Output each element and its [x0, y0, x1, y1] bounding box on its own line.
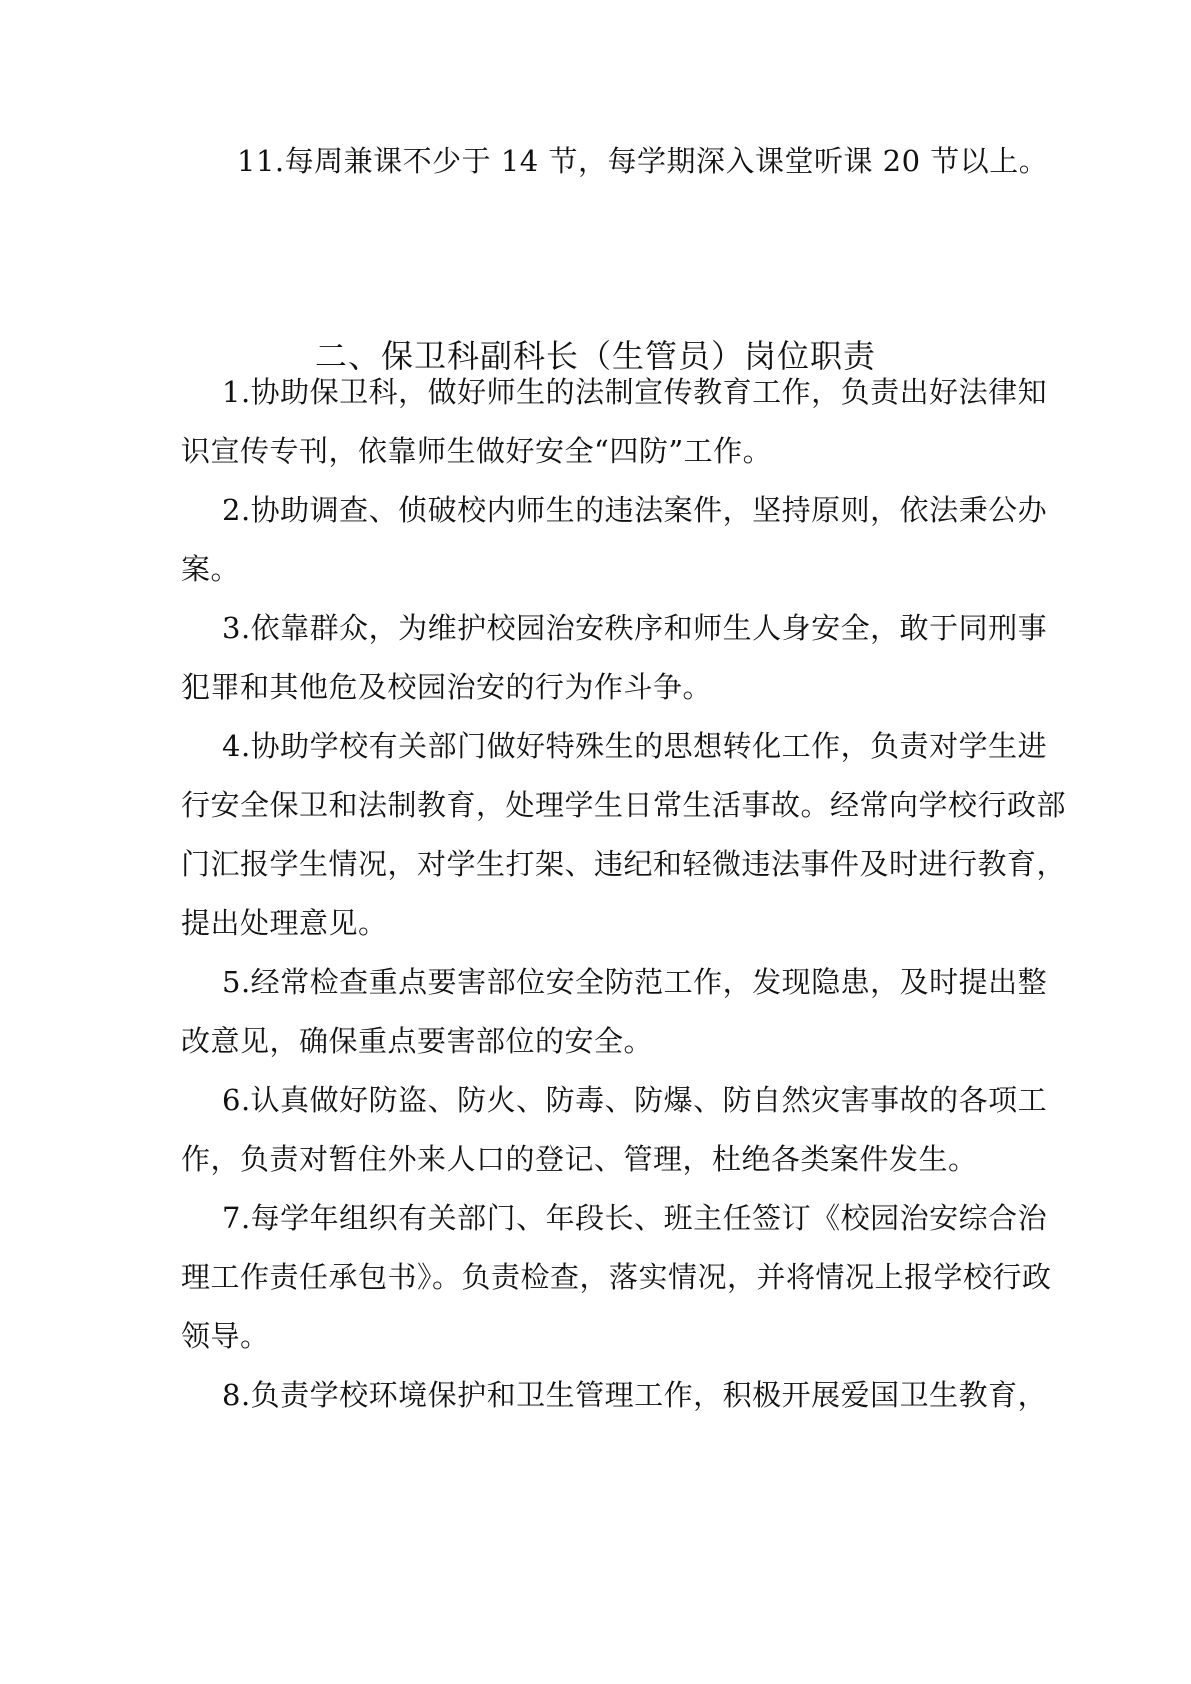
duty-item-line: 提出处理意见。	[181, 906, 388, 940]
duty-item-line: 8.负责学校环境保护和卫生管理工作，积极开展爱国卫生教育，	[222, 1378, 1048, 1412]
duty-item-line: 理工作责任承包书》。负责检查，落实情况，并将情况上报学校行政	[181, 1260, 1052, 1294]
section-heading: 二、保卫科副科长（生管员）岗位职责	[314, 337, 876, 375]
duty-item-line: 6.认真做好防盗、防火、防毒、防爆、防自然灾害事故的各项工	[222, 1083, 1048, 1117]
duty-item-line: 犯罪和其他危及校园治安的行为作斗争。	[181, 670, 713, 704]
duty-item-line: 4.协助学校有关部门做好特殊生的思想转化工作，负责对学生进	[222, 729, 1048, 763]
duty-item-line: 领导。	[181, 1319, 270, 1353]
item-11-line: 11.每周兼课不少于 14 节，每学期深入课堂听课 20 节以上。	[237, 144, 1049, 178]
duty-item-line: 识宣传专刊，依靠师生做好安全“四防”工作。	[181, 434, 773, 468]
duty-item-line: 行安全保卫和法制教育，处理学生日常生活事故。经常向学校行政部	[181, 788, 1067, 822]
duty-item-line: 3.依靠群众，为维护校园治安秩序和师生人身安全，敢于同刑事	[222, 611, 1048, 645]
duty-item-line: 作，负责对暂住外来人口的登记、管理，杜绝各类案件发生。	[181, 1142, 978, 1176]
duty-item-line: 门汇报学生情况，对学生打架、违纪和轻微违法事件及时进行教育，	[181, 847, 1067, 881]
duty-item-line: 2.协助调查、侦破校内师生的违法案件，坚持原则，依法秉公办	[222, 493, 1048, 527]
duty-item-line: 案。	[181, 552, 241, 586]
duty-item-line: 7.每学年组织有关部门、年段长、班主任签订《校园治安综合治	[222, 1201, 1048, 1235]
duty-item-line: 1.协助保卫科，做好师生的法制宣传教育工作，负责出好法律知	[222, 375, 1048, 409]
duty-item-line: 改意见，确保重点要害部位的安全。	[181, 1024, 654, 1058]
duty-item-line: 5.经常检查重点要害部位安全防范工作，发现隐患，及时提出整	[222, 965, 1048, 999]
